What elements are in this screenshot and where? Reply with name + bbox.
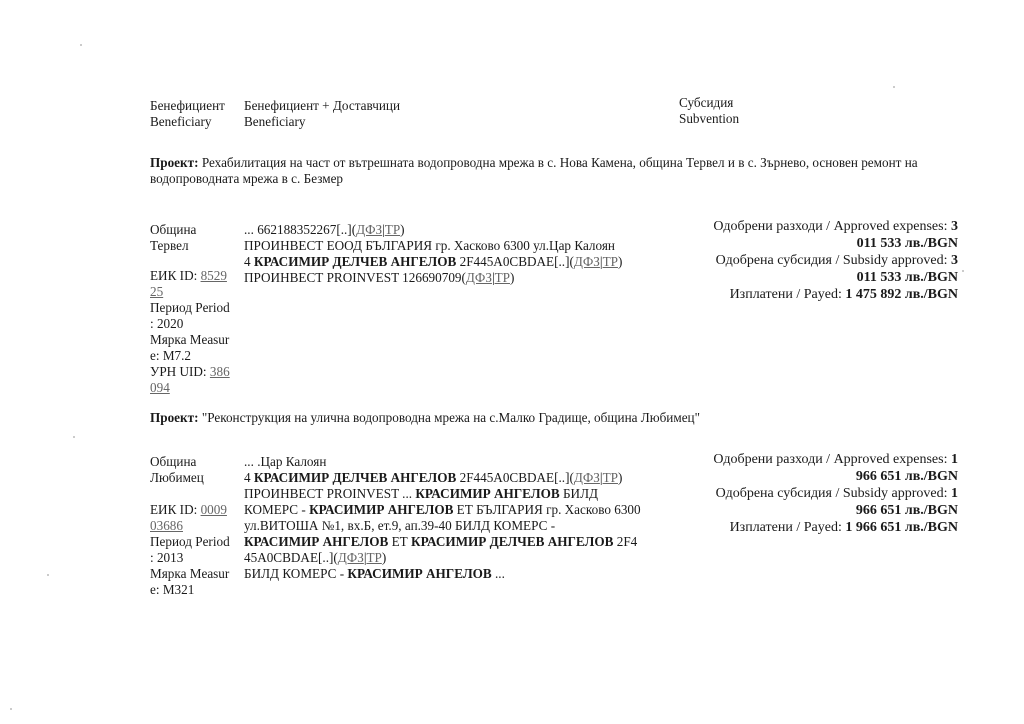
supplier-name: КРАСИМИР АНГЕЛОВ	[309, 502, 454, 517]
scan-speck	[10, 708, 12, 710]
scan-speck	[893, 86, 895, 88]
project-title-row	[150, 410, 960, 426]
header-subsidy-bg: Субсидия	[679, 95, 734, 110]
paid-line	[640, 286, 958, 303]
supplier-name: КРАСИМИР АНГЕЛОВ	[244, 534, 389, 549]
tr-link[interactable]: ТР	[384, 222, 401, 237]
header-beneficiary	[150, 98, 240, 130]
link-close: )	[400, 222, 405, 237]
supplier-text: ЕТ	[388, 534, 412, 549]
project-title: "Реконструкция на улична водопроводна мрежа на с.Малко Градище, община Любимец"	[201, 410, 700, 425]
supplier-line	[244, 254, 684, 270]
header-beneficiary-en: Beneficiary	[150, 114, 212, 129]
measure-value: e: M7.2	[150, 348, 192, 363]
municipality-label: Община	[150, 222, 197, 237]
approved-subsidy-value: 3	[951, 253, 958, 268]
project-label: Проект:	[150, 155, 199, 170]
link-separator: |	[599, 470, 603, 485]
scan-speck	[73, 436, 75, 438]
supplier-name: КРАСИМИР АНГЕЛОВ	[415, 486, 560, 501]
supplier-line	[244, 502, 684, 518]
approved-subsidy-label: Одобрена субсидия / Subsidy approved:	[715, 253, 948, 268]
paid-line	[640, 519, 958, 536]
scan-speck	[962, 270, 964, 272]
supplier-text: КОМЕРС -	[244, 502, 310, 517]
link-separator: |	[491, 270, 495, 285]
period-value: : 2013	[150, 550, 184, 565]
header-beneficiary-bg: Бенефициент	[150, 98, 225, 113]
eik-row	[150, 502, 240, 518]
supplier-text: 4	[244, 470, 254, 485]
eik-label: ЕИК ID:	[150, 268, 198, 283]
supplier-line: ... .Цар Калоян	[244, 454, 327, 469]
link-close: )	[381, 550, 387, 565]
link-close: )	[617, 254, 623, 269]
project-label: Проект:	[150, 410, 199, 425]
municipality-value: Любимец	[150, 470, 204, 485]
supplier-line: ПРОИНВЕСТ ЕООД БЪЛГАРИЯ гр. Хасково 6300 ул.Цар Калоян	[244, 238, 615, 253]
supplier-name: КРАСИМИР АНГЕЛОВ	[347, 566, 492, 581]
header-subsidy	[679, 95, 799, 127]
dfz-link[interactable]: ДФЗ	[356, 222, 383, 237]
supplier-text: 4	[244, 254, 254, 269]
project-meta-column	[150, 454, 240, 598]
tr-link[interactable]: ТР	[494, 270, 510, 285]
spacer	[150, 254, 240, 268]
supplier-line	[244, 486, 684, 502]
suppliers-column	[244, 222, 684, 286]
eik-label: ЕИК ID:	[150, 502, 198, 517]
supplier-line	[244, 566, 684, 582]
measure-value: e: M321	[150, 582, 195, 597]
supplier-text: ... 662188352267[..](	[244, 222, 357, 237]
amounts-column	[640, 451, 958, 536]
header-beneficiary-suppliers-bg: Бенефициент + Доставчици	[244, 98, 400, 113]
scan-speck	[47, 574, 49, 576]
approved-expenses-value: 1	[951, 452, 958, 467]
dfz-link[interactable]: ДФЗ	[573, 470, 600, 485]
supplier-text: 2F4	[613, 534, 638, 549]
eik-link[interactable]: 0009	[200, 502, 227, 517]
period-label: Период Period	[150, 534, 230, 549]
supplier-line	[244, 270, 684, 286]
header-beneficiary-suppliers	[244, 98, 544, 130]
header-subsidy-en: Subvention	[679, 111, 740, 126]
paid-value: 1 966 651 лв./BGN	[845, 520, 958, 535]
supplier-text: ЕТ БЪЛГАРИЯ гр. Хасково 6300	[453, 502, 641, 517]
supplier-line	[244, 222, 684, 238]
approved-expenses-value-cont: 966 651 лв./BGN	[855, 469, 958, 484]
supplier-line	[244, 550, 684, 566]
project-title: Рехабилитация на част от вътрешната водопроводна мрежа в с. Нова Камена, община Тервел и в с. Зърнево, основен ремонт на водопроводната мрежа в с. Безмер	[150, 155, 918, 186]
header-beneficiary-suppliers-en: Beneficiary	[244, 114, 306, 129]
link-close: )	[617, 470, 623, 485]
eik-row	[150, 268, 240, 284]
paid-label: Изплатени / Payed:	[729, 520, 842, 535]
supplier-text: 2F445A0CBDAE[..](	[456, 470, 574, 485]
supplier-name: КРАСИМИР ДЕЛЧЕВ АНГЕЛОВ	[253, 254, 457, 269]
approved-subsidy-value: 1	[951, 486, 958, 501]
tr-link[interactable]: ТР	[602, 470, 618, 485]
supplier-line	[244, 534, 684, 550]
supplier-line: ул.ВИТОША №1, вх.Б, ет.9, ап.39-40 БИЛД КОМЕРС -	[244, 518, 556, 533]
supplier-text: 2F445A0CBDAE[..](	[456, 254, 574, 269]
project-title-row	[150, 155, 960, 187]
period-value: : 2020	[150, 316, 184, 331]
supplier-text: ПРОИНВЕСТ PROINVEST 126690709(	[244, 270, 466, 285]
supplier-text: ...	[491, 566, 505, 581]
approved-subsidy-value-cont: 966 651 лв./BGN	[855, 503, 958, 518]
dfz-link[interactable]: ДФЗ	[573, 254, 600, 269]
approved-subsidy-label: Одобрена субсидия / Subsidy approved:	[715, 486, 948, 501]
spacer	[150, 486, 240, 502]
approved-subsidy-line	[640, 252, 958, 269]
link-separator: |	[599, 254, 603, 269]
approved-expenses-line	[640, 451, 958, 468]
approved-expenses-label: Одобрени разходи / Approved expenses:	[713, 452, 948, 467]
scan-speck	[80, 44, 82, 46]
approved-subsidy-value-cont: 011 533 лв./BGN	[856, 270, 958, 285]
supplier-name: КРАСИМИР ДЕЛЧЕВ АНГЕЛОВ	[411, 534, 614, 549]
supplier-text: БИЛД	[559, 486, 599, 501]
approved-expenses-value-cont: 011 533 лв./BGN	[856, 236, 958, 251]
tr-link[interactable]: ТР	[366, 550, 382, 565]
eik-link-cont[interactable]: 25	[150, 284, 164, 299]
approved-subsidy-line	[640, 485, 958, 502]
dfz-link[interactable]: ДФЗ	[465, 270, 492, 285]
supplier-text: БИЛД КОМЕРС -	[244, 566, 348, 581]
suppliers-column	[244, 454, 684, 582]
eik-link[interactable]: 8529	[200, 268, 227, 283]
paid-label: Изплатени / Payed:	[729, 287, 842, 302]
supplier-name: КРАСИМИР ДЕЛЧЕВ АНГЕЛОВ	[253, 470, 457, 485]
supplier-text: ПРОИНВЕСТ PROINVEST ...	[244, 486, 416, 501]
eik-link-cont[interactable]: 03686	[150, 518, 183, 533]
supplier-text: 45A0CBDAE[..](	[244, 550, 338, 565]
period-label: Период Period	[150, 300, 230, 315]
link-close: )	[509, 270, 515, 285]
municipality-value: Тервел	[150, 238, 189, 253]
link-separator: |	[382, 222, 385, 237]
tr-link[interactable]: ТР	[602, 254, 618, 269]
urn-link[interactable]: 386	[209, 364, 230, 379]
urn-label: УРН UID:	[150, 364, 207, 379]
supplier-line	[244, 470, 684, 486]
approved-expenses-line	[640, 218, 958, 235]
amounts-column	[640, 218, 958, 303]
urn-row	[150, 364, 240, 380]
approved-expenses-label: Одобрени разходи / Approved expenses:	[713, 219, 948, 234]
project-meta-column	[150, 222, 240, 396]
measure-label: Мярка Measur	[150, 332, 230, 347]
paid-value: 1 475 892 лв./BGN	[845, 287, 958, 302]
urn-link-cont[interactable]: 094	[150, 380, 170, 395]
dfz-link[interactable]: ДФЗ	[337, 550, 364, 565]
measure-label: Мярка Measur	[150, 566, 230, 581]
municipality-label: Община	[150, 454, 197, 469]
approved-expenses-value: 3	[951, 219, 958, 234]
link-separator: |	[363, 550, 367, 565]
